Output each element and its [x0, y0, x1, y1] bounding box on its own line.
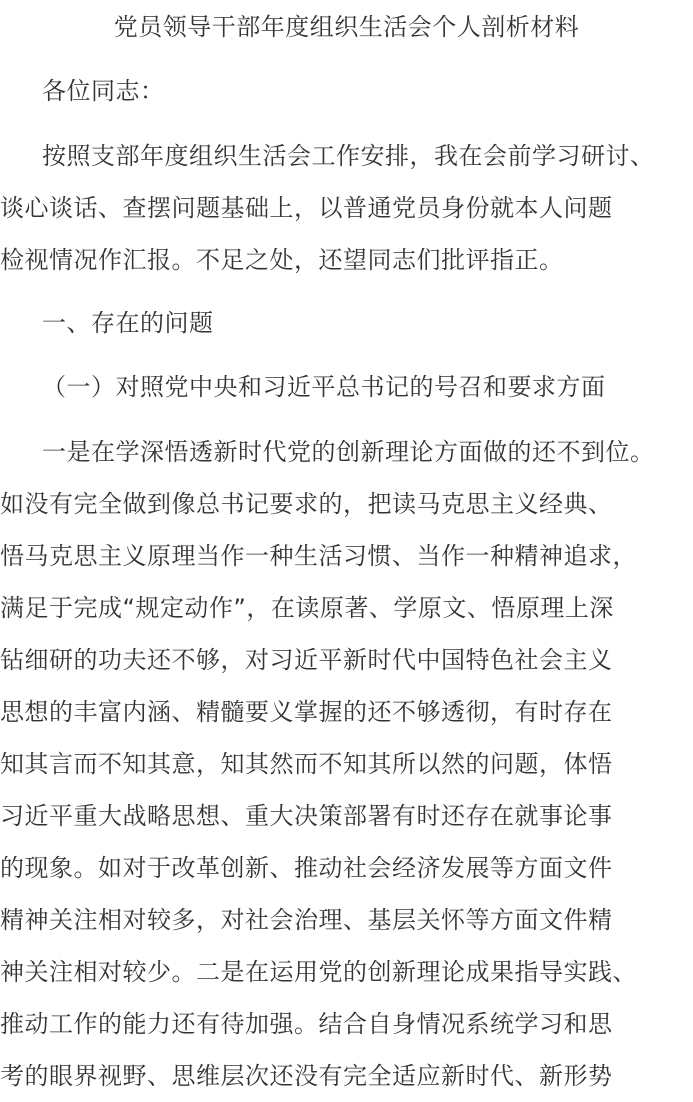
subsection-heading: （一）对照党中央和习近平总书记的号召和要求方面 — [42, 373, 606, 401]
body-line: 知其言而不知其意，知其然而不知其所以然的问题，体悟 — [0, 750, 613, 778]
section-heading: 一、存在的问题 — [42, 309, 214, 337]
body-line: 悟马克思主义原理当作一种生活习惯、当作一种精神追求， — [0, 542, 637, 570]
intro-line: 按照支部年度组织生活会工作安排，我在会前学习研讨、 — [42, 142, 655, 170]
body-line: 一是在学深悟透新时代党的创新理论方面做的还不到位。 — [42, 438, 655, 466]
body-line: 思想的丰富内涵、精髓要义掌握的还不够透彻，有时存在 — [0, 698, 613, 726]
body-line: 考的眼界视野、思维层次还没有完全适应新时代、新形势 — [0, 1062, 613, 1090]
body-line: 神关注相对较少。二是在运用党的创新理论成果指导实践、 — [0, 958, 637, 986]
document-title: 党员领导干部年度组织生活会个人剖析材料 — [113, 13, 580, 41]
body-line: 习近平重大战略思想、重大决策部署有时还存在就事论事 — [0, 802, 613, 830]
body-line: 如没有完全做到像总书记要求的，把读马克思主义经典、 — [0, 490, 613, 518]
salutation: 各位同志： — [42, 77, 165, 105]
body-line: 钻细研的功夫还不够，对习近平新时代中国特色社会主义 — [0, 646, 613, 674]
body-line: 满足于完成“规定动作”，在读原著、学原文、悟原理上深 — [0, 594, 614, 622]
intro-line: 谈心谈话、查摆问题基础上，以普通党员身份就本人问题 — [0, 194, 613, 222]
body-line: 的现象。如对于改革创新、推动社会经济发展等方面文件 — [0, 854, 613, 882]
body-line: 精神关注相对较多，对社会治理、基层关怀等方面文件精 — [0, 906, 613, 934]
intro-line: 检视情况作汇报。不足之处，还望同志们批评指正。 — [0, 246, 564, 274]
body-paragraph — [0, 426, 693, 1102]
body-line: 推动工作的能力还有待加强。结合自身情况系统学习和思 — [0, 1010, 613, 1038]
intro-paragraph — [0, 130, 693, 286]
